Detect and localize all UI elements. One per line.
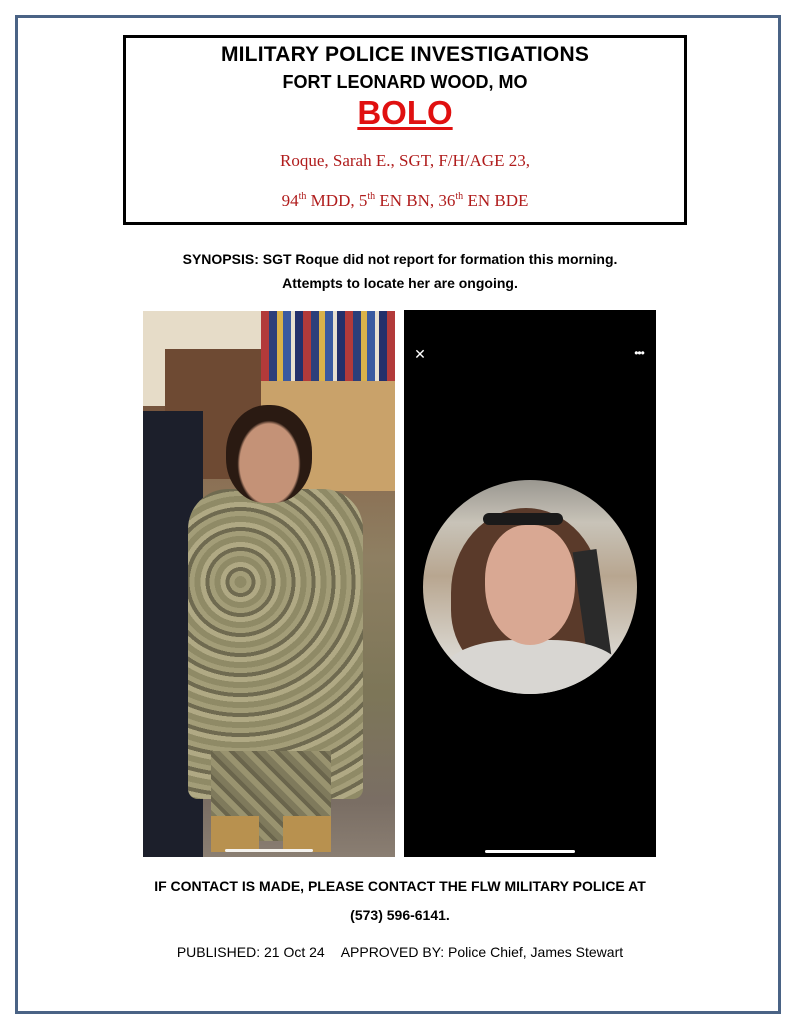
more-options-icon[interactable]: ••• [634,346,644,360]
subject-identity: Roque, Sarah E., SGT, F/H/AGE 23, [280,151,530,170]
photo-subject-head [226,405,312,503]
selfie-sunglasses [483,513,563,525]
unit-part: EN BDE [463,191,529,210]
synopsis-line-1: SYNOPSIS: SGT Roque did not report for formation this morning. [182,251,618,267]
agency-title: MILITARY POLICE INVESTIGATIONS [220,43,590,66]
bolo-label: BOLO [357,94,453,131]
header-box [123,35,687,225]
unit-part: 5 [358,191,368,210]
photo-flags [261,311,395,381]
contact-phone: (573) 596-6141. [350,907,450,923]
unit-part: 94 [281,191,299,210]
bolo-heading [126,94,684,132]
contact-instruction: IF CONTACT IS MADE, PLEASE CONTACT THE FLW MILITARY POLICE AT [154,878,646,894]
selfie-shirt [443,640,623,694]
phone-screenshot-panel [404,310,656,857]
unit-part: MDD, [306,191,359,210]
location-heading: FORT LEONARD WOOD, MO [282,72,528,92]
unit-part: EN BN, [375,191,439,210]
approved-by: APPROVED BY: Police Chief, James Stewart [340,944,624,960]
home-indicator [225,849,313,852]
unit-part: 36 [438,191,456,210]
photo-subject-boots [211,816,331,852]
close-icon[interactable]: ✕ [414,346,426,362]
ordinal-suffix: th [298,191,307,202]
publication-footer [60,944,740,960]
home-indicator [485,850,575,853]
subject-unit [126,191,684,211]
profile-selfie-photo [423,480,637,694]
selfie-face [485,525,575,645]
subject-uniform-photo [143,311,395,857]
synopsis-line-2: Attempts to locate her are ongoing. [282,275,518,291]
ordinal-suffix: th [455,191,464,202]
published-date: PUBLISHED: 21 Oct 24 [176,944,325,960]
ordinal-suffix: th [367,191,376,202]
